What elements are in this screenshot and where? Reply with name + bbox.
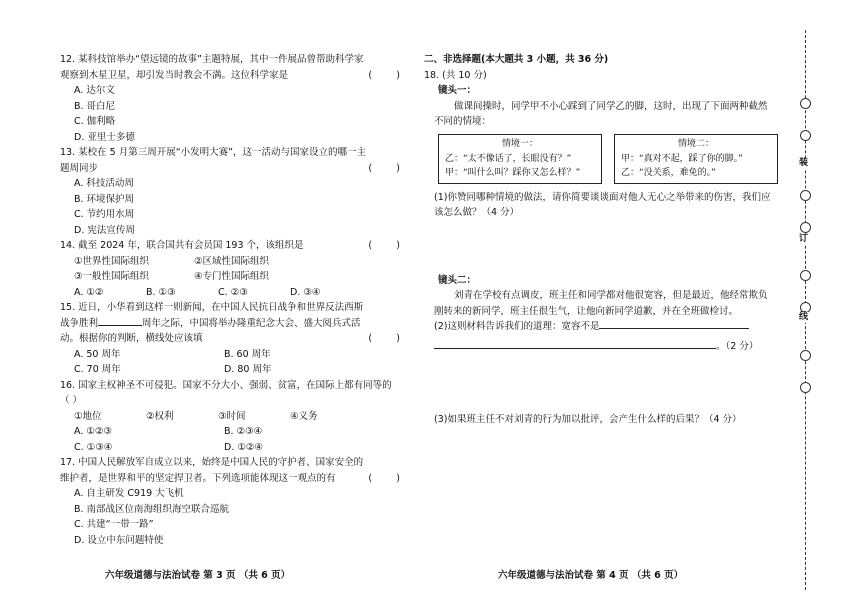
question-stem: 17. 中国人民解放军自成立以来，始终是中国人民的守护者、国家安全的维护者，是世界和平的坚定捍卫者。下列选项能体现这一观点的有 ( ) [60,455,400,486]
option: C. 伽利略 [74,116,116,127]
answer-paren: ( ) [368,69,400,81]
sub-question-2-score: 。（2 分） [716,340,759,352]
question-stem: 15. 近日，小华看到这样一则新闻，在中国人民抗日战争和世界反法西斯战争胜利 周年之际，中国将举办隆重纪念大会、盛大阅兵式活动。根据你的判断，横线处应该填 ( ) [60,300,400,347]
sub-question-1: (1)你赞同哪种情境的做法，请你简要谈谈面对他人无心之举带来的伤害，我们应该怎么做？（4 分） [434,191,771,218]
question-12 [60,52,400,145]
item: ①地位 [74,410,102,422]
option: B. 60 周年 [224,348,271,360]
binding-char: 线 [799,312,809,322]
option-row [60,285,400,301]
option: D. 80 周年 [224,364,272,375]
option: B. 南部战区位南海组织海空联合巡航 [74,503,230,515]
question-17 [60,455,400,548]
scenario-title: 情境一： [501,138,538,149]
sub-question-2-line2 [424,339,776,355]
answer-paren: ( ) [368,240,400,251]
answer-paren: ( ) [368,333,400,344]
item: ④专门性国际组织 [194,271,270,282]
answer-space-2 [424,354,776,412]
shot-two-label: 镜头二： [438,274,477,286]
binding-hole-icon [800,222,811,233]
option: C. ②③ [218,286,248,298]
answer-paren: ( ) [368,162,400,174]
option: A. 达尔文 [74,85,115,96]
binding-hole-icon [800,270,811,281]
page-footer-right: 六年级道德与法治试卷 第 4 页 （共 6 页） [498,570,684,581]
item: ③时间 [218,410,246,422]
option-row [60,440,400,456]
option: D. 宪法宣传周 [74,224,135,236]
option: C. 70 周年 [74,364,121,375]
answer-paren: ( ) [368,472,400,484]
item-row [60,269,400,285]
left-column [60,52,400,548]
dialogue-line: 乙：“太不像话了，长眼没有？” [445,153,572,164]
dialogue-line: 乙：“没关系，难免的。” [621,167,716,178]
binding-hole-icon [800,190,811,201]
scenario-boxes [438,134,778,184]
dialogue-line: 甲：“真对不起，踩了你的脚。” [621,153,743,164]
question-14 [60,238,400,300]
sub-question-2 [424,319,776,335]
option: A. 50 周年 [74,348,121,360]
option: D. ③④ [290,286,321,298]
option: B. ②③④ [224,426,263,437]
binding-hole-icon [800,98,811,109]
option: A. ①② [74,286,104,298]
answer-space-1 [424,221,776,273]
fill-blank [98,325,142,326]
item: ①世界性国际组织 [74,255,150,267]
question-stem: 12. 某科技馆举办“望远镜的故事”主题特展，其中一件展品曾帮助科学家观察到木星卫星，却引发当时教会不满。这位科学家是 ( ) [60,52,400,83]
binding-hole-icon [800,382,811,393]
option: D. 设立中东问题特使 [74,534,164,546]
binding-char: 订 [799,234,809,244]
sub-question-2-text: (2)这则材料告诉我们的道理：宽容不是 [434,321,600,332]
option: A. ①②③ [74,426,112,437]
scenario-one-box [438,134,602,184]
question-stem: 14. 截至 2024 年，联合国共有会员国 193 个，该组织是 ( ) [60,238,400,254]
question-13 [60,145,400,238]
option-row [60,347,400,363]
sub-question-3: (3)如果班主任不对刘青的行为加以批评，会产生什么样的后果？（4 分） [434,414,742,425]
question-16 [60,378,400,456]
option: D. 亚里士多德 [74,131,135,143]
question-stem: 16. 国家主权神圣不可侵犯。国家不分大小、强弱、贫富，在国际上都有同等的（ ） [60,379,392,406]
item: ②权利 [146,410,174,422]
option: D. ①②④ [224,441,263,453]
shot-one-text: 做课间操时，同学甲不小心踩到了同学乙的脚，这时，出现了下面两种截然不同的情境： [434,100,768,127]
option: B. 环境保护周 [74,193,135,205]
option: B. ①③ [146,286,176,298]
scenario-title: 情境二： [677,138,714,149]
binding-hole-icon [800,130,811,141]
question-stem: 13. 某校在 5 月第三周开展“小发明大赛”，这一活动与国家设立的哪一主题周同步 ( ) [60,145,400,176]
question-15 [60,300,400,378]
item: ③一般性国际组织 [74,271,150,282]
option: A. 自主研发 C919 大飞机 [74,488,184,499]
answer-line[interactable] [434,348,716,349]
binding-hole-icon [800,350,811,361]
binding-line [796,30,816,590]
option-row [60,362,400,378]
option: A. 科技活动周 [74,178,134,189]
item: ④义务 [290,410,318,422]
question-18-title: 18. (共 10 分) [424,69,487,81]
answer-line[interactable] [599,328,749,329]
option: C. ①③④ [74,441,113,453]
scenario-two-box [614,134,778,184]
shot-one-label: 镜头一： [438,85,477,96]
item: ②区域性国际组织 [194,255,270,267]
option: C. 共建“一带一路” [74,519,154,530]
section-title: 二、非选择题(本大题共 3 小题，共 36 分) [424,54,609,65]
right-column [424,52,776,428]
option: C. 节约用水周 [74,209,135,220]
option: B. 哥白尼 [74,100,116,112]
option-row [60,424,400,440]
binding-char: 装 [799,158,809,168]
dialogue-line: 甲：“叫什么叫？踩你又怎么样？” [445,167,581,178]
item-row [60,254,400,270]
page-footer-left: 六年级道德与法治试卷 第 3 页 （共 6 页） [105,570,291,581]
shot-two-text: 刘青在学校有点调皮，班主任和同学都对他很宽容，但是最近，他经常欺负刚转来的新同学，班主任很生气，让他向新同学道歉，并在全班做检讨。 [434,290,768,317]
item-row [60,409,400,425]
